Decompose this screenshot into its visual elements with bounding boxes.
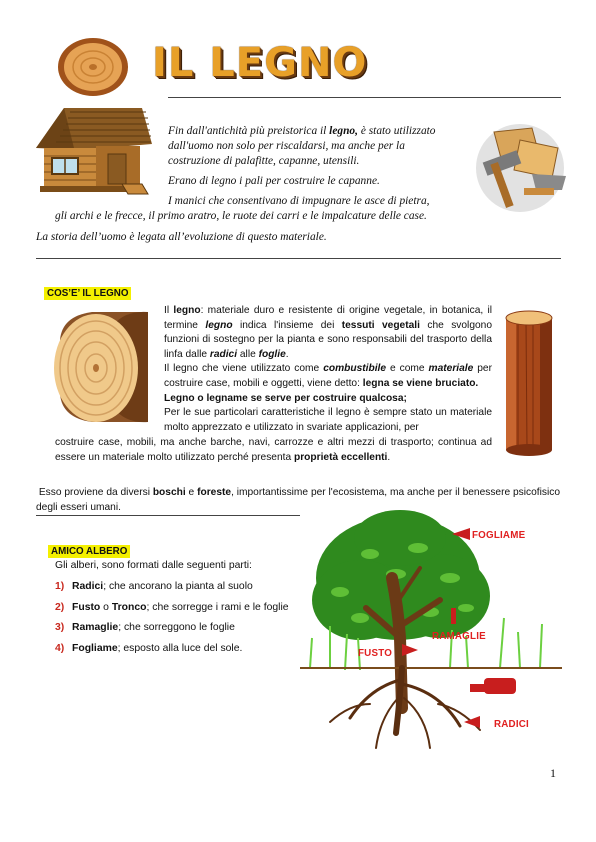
- legno-origin-text: Esso proviene da diversi boschi e foreste, importantissime per l'ecosistema, ma anche per il benessere psicofisico degli esseri umani.: [36, 487, 561, 513]
- wooden-log-icon: [500, 308, 560, 458]
- intro-paragraph-4: La storia dell’uomo è legata all’evoluzione di questo materiale.: [36, 231, 327, 243]
- tree-label-fogliame: FOGLIAME: [472, 530, 526, 541]
- section-heading-legno: COS’E’ IL LEGNO: [44, 287, 131, 300]
- wooden-hut-icon: [30, 104, 156, 196]
- list-item: 3) Ramaglie; che sorreggono le foglie: [55, 622, 235, 633]
- tree-parts-intro: Gli alberi, sono formati dalle seguenti parti:: [55, 560, 252, 571]
- origin-underline: [36, 515, 300, 516]
- title-rule: [168, 97, 561, 98]
- tree-label-fusto: FUSTO: [358, 648, 393, 659]
- log-slice-icon: [56, 36, 130, 98]
- intro-paragraph-3a: I manici che consentivano di impugnare le asce di pietra,: [168, 195, 430, 207]
- tree-parts-list: [55, 581, 315, 663]
- page-title: IL LEGNO: [152, 40, 368, 86]
- list-item: 1) Radici; che ancorano la pianta al suolo: [55, 581, 253, 592]
- tree-label-ramaglie: RAMAGLIE: [432, 631, 486, 642]
- intro-paragraph-3b: gli archi e le frecce, il primo aratro, le ruote dei carri e le impalcature delle case.: [55, 210, 427, 222]
- page-number: 1: [550, 766, 556, 780]
- legno-uses-text: costruire case, mobili, ma anche barche, navi, carrozze e altri mezzi di trasporto; continua ad essere un materiale molto utilizzato perché presenta proprietà eccellenti.: [55, 437, 492, 463]
- log-cross-section-icon: [52, 306, 154, 428]
- legno-definition-text: Il legno: materiale duro e resistente di origine vegetale, in botanica, il termine legno indica l'insieme dei tessuti vegetali che svolgono funzioni di sostegno per la pianta e sono responsabili del trasporto della linfa dalle radici alle foglie. Il legno che viene utilizzato come combustibile e come materiale per costruire case, mobili e oggetti, viene detto: legna se viene bruciato. Legno o legname se serve per costruire qualcosa; Per le sue particolari caratteristiche il legno è sempre stato un materiale molto apprezzato e utilizzato in svariate applicazioni, per: [164, 305, 492, 433]
- section-heading-albero: AMICO ALBERO: [48, 545, 130, 558]
- section-divider: [36, 258, 561, 259]
- list-item: 2) Fusto o Tronco; che sorregge i rami e le foglie: [55, 601, 289, 613]
- tree-label-radici: RADICI: [494, 719, 529, 730]
- woodworking-tools-icon: [462, 118, 574, 214]
- intro-paragraph-1: Fin dall'antichità più preistorica il legno, è stato utilizzato dall'uomo non solo per riscaldarsi, ma anche per la costruzione di palafitte, capanne, utensili.: [168, 125, 436, 167]
- intro-paragraph-2: Erano di legno i pali per costruire le capanne.: [168, 175, 380, 187]
- list-item: 4) Fogliame; esposto alla luce del sole.: [55, 642, 243, 654]
